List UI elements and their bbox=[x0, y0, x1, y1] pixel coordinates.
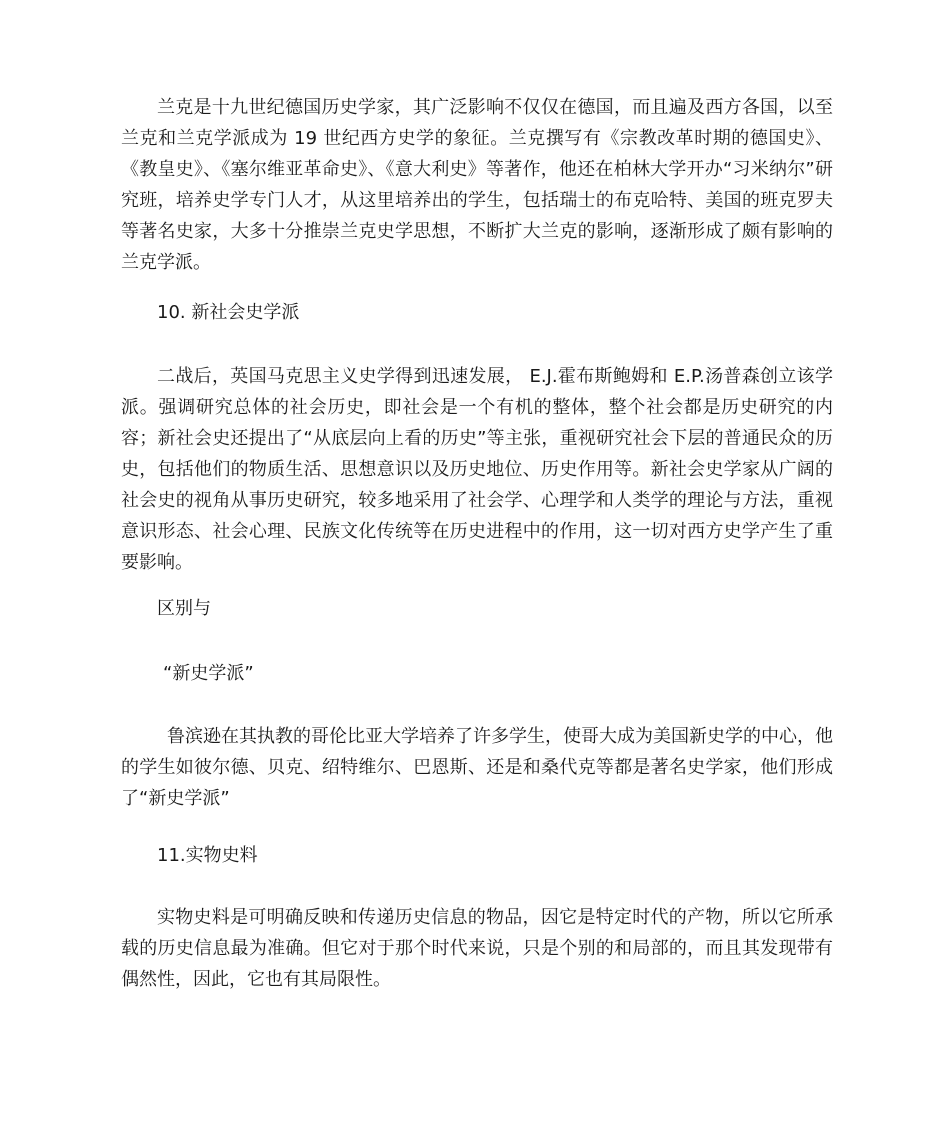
paragraph-robinson: 鲁滨逊在其执教的哥伦比亚大学培养了许多学生，使哥大成为美国新史学的中心，他的学生如彼尔德、贝克、绍特维尔、巴恩斯、还是和桑代克等都是著名史学家，他们形成了“新史学派” bbox=[121, 726, 833, 809]
paragraph-physical-sources: 实物史料是可明确反映和传递历史信息的物品，因它是特定时代的产物，所以它所承载的历史信息最为准确。但它对于那个时代来说，只是个别的和局部的，而且其发现带有偶然性，因此，它也有其局限性。 bbox=[121, 907, 833, 990]
heading-new-social-history: 10. 新社会史学派 bbox=[157, 302, 300, 323]
paragraph-new-social-history: 二战后，英国马克思主义史学得到迅速发展， E.J.霍布斯鲍姆和 E.P.汤普森创立该学派。强调研究总体的社会历史，即社会是一个有机的整体，整个社会都是历史研究的内容；新社会史还提出了“从底层向上看的历史”等主张，重视研究社会下层的普通民众的历史，包括他们的物质生活、思想意识以及历史地位、历史作用等。新社会史学家从广阔的社会史的视角从事历史研究，较多地采用了社会学、心理学和人类学的理论与方法，重视意识形态、社会心理、民族文化传统等在历史进程中的作用，这一切对西方史学产生了重要影响。 bbox=[121, 366, 833, 573]
heading-difference: 区别与 bbox=[157, 598, 211, 619]
paragraph-lanke-school: 兰克是十九世纪德国历史学家，其广泛影响不仅仅在德国，而且遍及西方各国，以至兰克和兰克学派成为 19 世纪西方史学的象征。兰克撰写有《宗教改革时期的德国史》、《教皇史》、《塞尔维亚革命史》、《意大利史》等著作，他还在柏林大学开办“习米纳尔”研究班，培养史学专门人才，从这里培养出的学生，包括瑞士的布克哈特、美国的班克罗夫等著名史家，大多十分推崇兰克史学思想，不断扩大兰克的影响，逐渐形成了颇有影响的兰克学派。 bbox=[121, 97, 833, 273]
heading-physical-sources: 11.实物史料 bbox=[157, 845, 258, 866]
heading-new-history-school: “新史学派” bbox=[163, 663, 254, 684]
